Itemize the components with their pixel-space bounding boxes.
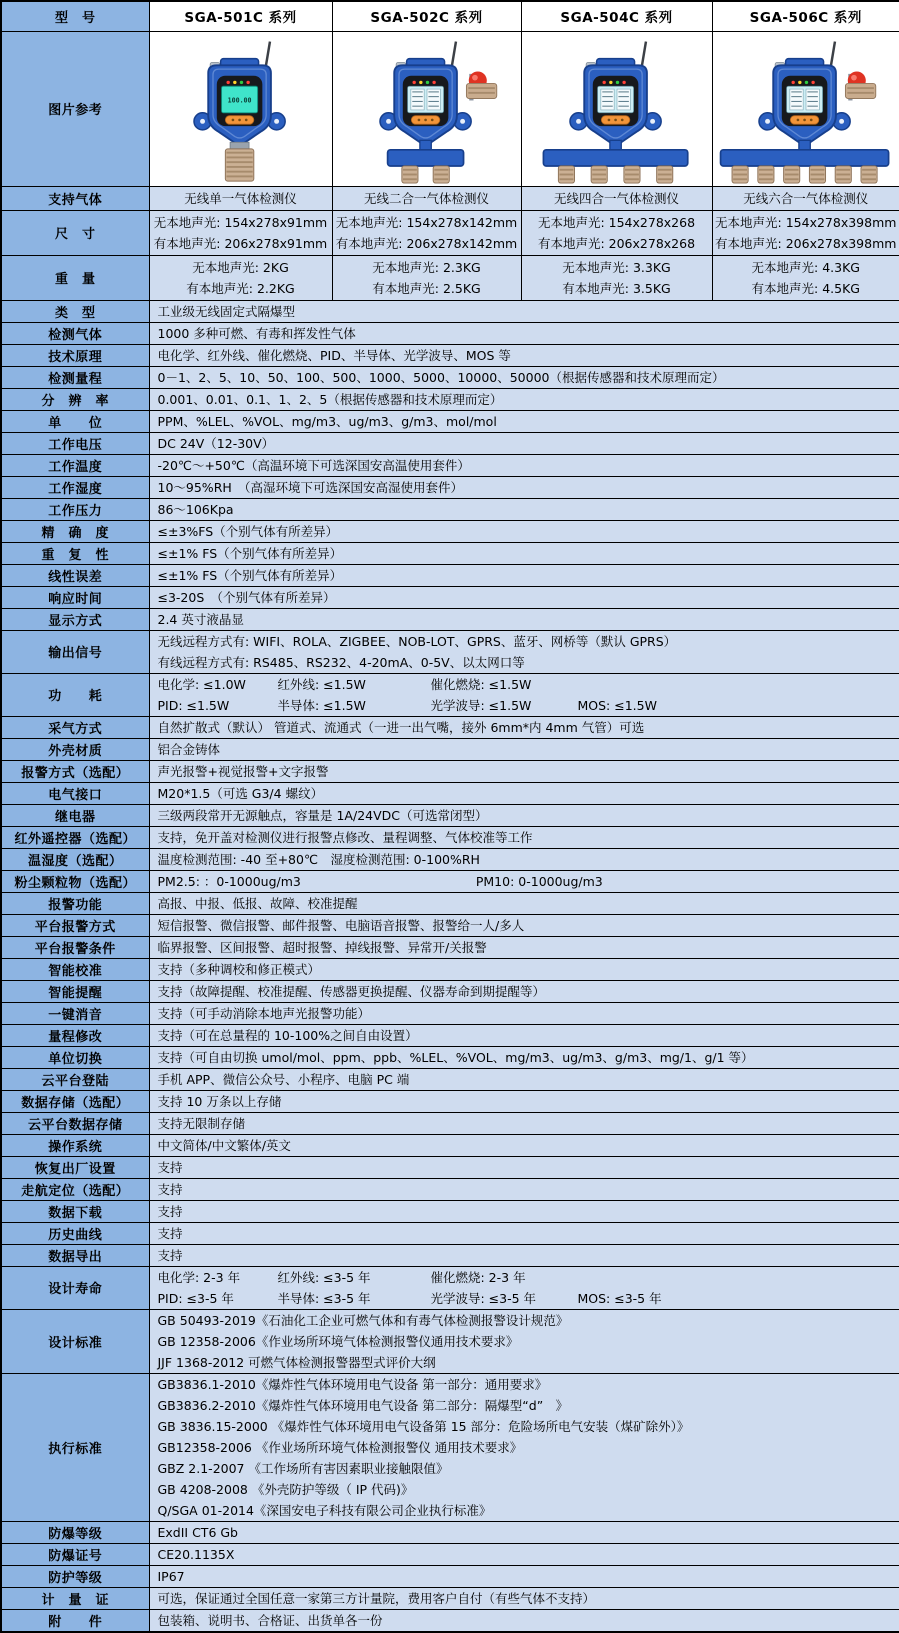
product-image-cell — [149, 31, 332, 186]
spec-value-cell — [149, 388, 899, 410]
row-label: 恢复出厂设置 — [1, 1156, 149, 1178]
spec-value-line: DC 24V（12-30V） — [157, 435, 275, 451]
spec-value-cell — [149, 630, 899, 673]
spec-value-line: GB12358-2006 《作业场所环境气体检测报警仪 通用技术要求》 — [157, 1439, 523, 1455]
spec-value-cell — [149, 1587, 899, 1609]
spec-value-cell — [149, 1244, 899, 1266]
row-label: 尺 寸 — [1, 210, 149, 255]
model-header: SGA-506C 系列 — [712, 1, 899, 31]
row-label: 数据下载 — [1, 1200, 149, 1222]
spec-value-line: 0.001、0.01、0.1、1、2、5（根据传感器和技术原理而定） — [157, 391, 503, 407]
spec-value: 有本地声光: 4.5KG — [751, 280, 860, 296]
spec-value-line: -20℃～+50℃（高温环境下可选深国安高温使用套件） — [157, 457, 470, 473]
spec-value-line: 包装箱、说明书、合格证、出货单各一份 — [157, 1612, 383, 1628]
row-label: 工作电压 — [1, 432, 149, 454]
row-label: 检测量程 — [1, 366, 149, 388]
spec-value-cell — [149, 914, 899, 936]
spec-value: 有本地声光: 206x278x91mm — [153, 235, 328, 251]
spec-value-cell — [332, 255, 521, 300]
model-header: SGA-504C 系列 — [521, 1, 712, 31]
row-label: 防护等级 — [1, 1565, 149, 1587]
spec-value-segment: 红外线: ≤3-5 年 — [277, 1269, 371, 1285]
spec-value-cell — [149, 673, 899, 716]
row-label: 重 复 性 — [1, 542, 149, 564]
spec-value-cell — [149, 520, 899, 542]
row-label: 红外遥控器（选配） — [1, 826, 149, 848]
spec-table-body — [1, 1, 899, 1632]
spec-value-cell — [149, 1373, 899, 1521]
spec-value-line: CE20.1135X — [157, 1546, 235, 1562]
row-label: 智能校准 — [1, 958, 149, 980]
spec-value-line: 可选，保证通过全国任意一家第三方计量院，费用客户自付（有些气体不支持） — [157, 1590, 596, 1606]
spec-value-line: 声光报警+视觉报警+文字报警 — [157, 763, 329, 779]
spec-value-line: 支持（可自由切换 umol/mol、ppm、ppb、%LEL、%VOL、mg/m3、ug/m3、g/m3、mg/1、g/1 等） — [157, 1049, 754, 1065]
spec-value-cell — [149, 870, 899, 892]
spec-value-line: JJF 1368-2012 可燃气体检测报警器型式评价大纲 — [157, 1354, 436, 1370]
spec-value: 有本地声光: 3.5KG — [562, 280, 671, 296]
spec-value-line: Q/SGA 01-2014《深国安电子科技有限公司企业执行标准》 — [157, 1502, 492, 1518]
spec-value-line: 1000 多种可燃、有毒和挥发性气体 — [157, 325, 356, 341]
product-image-cell — [332, 31, 521, 186]
row-label: 数据导出 — [1, 1244, 149, 1266]
spec-value-line: 支持（故障提醒、校准提醒、传感器更换提醒、仪器寿命到期提醒等） — [157, 983, 546, 999]
spec-value-cell — [149, 344, 899, 366]
spec-value-line: ≤±1% FS（个别气体有所差异） — [157, 545, 343, 561]
row-label: 外壳材质 — [1, 738, 149, 760]
spec-value-segment: 光学波导: ≤1.5W — [430, 697, 532, 713]
spec-value-line: 支持 — [157, 1247, 183, 1263]
product-image-SGA-506C — [716, 34, 896, 184]
row-label: 附 件 — [1, 1609, 149, 1632]
spec-value: 无本地声光: 154x278x398mm — [715, 214, 897, 230]
spec-value-cell — [712, 255, 899, 300]
spec-value-cell — [149, 608, 899, 630]
row-label: 操作系统 — [1, 1134, 149, 1156]
spec-value-cell — [149, 1222, 899, 1244]
spec-value-cell — [149, 366, 899, 388]
spec-value: 有本地声光: 206x278x142mm — [335, 235, 518, 251]
product-image-SGA-501C — [151, 34, 331, 184]
spec-value-line: 电化学、红外线、催化燃烧、PID、半导体、光学波导、MOS 等 — [157, 347, 511, 363]
row-label: 量程修改 — [1, 1024, 149, 1046]
spec-value-line: 工业级无线固定式隔爆型 — [157, 303, 296, 319]
spec-value-line: PPM、%LEL、%VOL、mg/m3、ug/m3、g/m3、mol/mol — [157, 413, 497, 429]
row-label: 工作压力 — [1, 498, 149, 520]
spec-value-line: GB3836.2-2010《爆炸性气体环境用电气设备 第二部分：隔爆型“d” 》 — [157, 1397, 569, 1413]
spec-value-line: IP67 — [157, 1568, 185, 1584]
spec-value: 无线单一气体检测仪 — [184, 190, 297, 206]
row-label: 历史曲线 — [1, 1222, 149, 1244]
row-label: 工作温度 — [1, 454, 149, 476]
spec-value-line — [158, 674, 892, 695]
row-label: 继电器 — [1, 804, 149, 826]
spec-value-cell — [149, 1521, 899, 1543]
row-label: 类 型 — [1, 300, 149, 322]
spec-value-line: 支持（可手动消除本地声光报警功能） — [157, 1005, 371, 1021]
spec-value-cell — [149, 1090, 899, 1112]
row-label: 重 量 — [1, 255, 149, 300]
spec-value-cell — [712, 210, 899, 255]
spec-value-line: 0－1、2、5、10、50、100、500、1000、5000、10000、50000（根据传感器和技术原理而定） — [157, 369, 725, 385]
spec-value-line: 10～95%RH （高湿环境下可选深国安高湿使用套件） — [157, 479, 464, 495]
spec-value-line: GBZ 2.1-2007 《工作场所有害因素职业接触限值》 — [157, 1460, 449, 1476]
spec-value-segment: 催化燃烧: 2-3 年 — [430, 1269, 526, 1285]
row-label: 执行标准 — [1, 1373, 149, 1521]
spec-value-line: 临界报警、区间报警、超时报警、掉线报警、异常开/关报警 — [157, 939, 487, 955]
row-label: 检测气体 — [1, 322, 149, 344]
spec-value-line: 高报、中报、低报、故障、校准提醒 — [157, 895, 358, 911]
spec-value-line: ≤±3%FS（个别气体有所差异） — [157, 523, 339, 539]
row-label: 支持气体 — [1, 186, 149, 210]
spec-value: 无线六合一气体检测仪 — [743, 190, 869, 206]
spec-value-line: 86～106Kpa — [157, 501, 234, 517]
spec-value-segment: 半导体: ≤1.5W — [277, 697, 366, 713]
spec-value-segment: MOS: ≤3-5 年 — [577, 1290, 662, 1306]
spec-value-segment: 电化学: ≤1.0W — [157, 676, 246, 692]
product-image-SGA-504C — [527, 34, 707, 184]
spec-value-cell — [149, 826, 899, 848]
spec-value-line: 支持（多种调校和修正模式） — [157, 961, 321, 977]
spec-value-cell — [149, 454, 899, 476]
row-label: 防爆等级 — [1, 1521, 149, 1543]
spec-value-cell — [149, 564, 899, 586]
row-label: 电气接口 — [1, 782, 149, 804]
spec-value-segment: 催化燃烧: ≤1.5W — [430, 676, 532, 692]
spec-value-segment: 电化学: 2-3 年 — [157, 1269, 241, 1285]
spec-value-segment: PID: ≤1.5W — [157, 697, 230, 713]
spec-value-cell — [149, 738, 899, 760]
row-label-model: 型 号 — [1, 1, 149, 31]
row-label: 云平台数据存储 — [1, 1112, 149, 1134]
spec-value-cell — [149, 498, 899, 520]
spec-value-cell — [149, 476, 899, 498]
spec-value-cell — [149, 1543, 899, 1565]
spec-value-cell — [149, 542, 899, 564]
spec-value: 有本地声光: 206x278x268 — [537, 235, 696, 251]
spec-value-segment: 半导体: ≤3-5 年 — [277, 1290, 371, 1306]
spec-value-cell — [149, 1266, 899, 1309]
spec-value: 无本地声光: 4.3KG — [751, 259, 860, 275]
spec-value-cell — [149, 586, 899, 608]
spec-value-segment: MOS: ≤1.5W — [577, 697, 657, 713]
spec-value-cell — [149, 1046, 899, 1068]
spec-value-line: 支持 — [157, 1203, 183, 1219]
spec-value-cell — [149, 410, 899, 432]
spec-value-cell — [149, 432, 899, 454]
spec-value-cell — [712, 186, 899, 210]
spec-value-line: GB 12358-2006《作业场所环境气体检测报警仪通用技术要求》 — [157, 1333, 519, 1349]
row-label: 粉尘颗粒物（选配） — [1, 870, 149, 892]
model-header: SGA-502C 系列 — [332, 1, 521, 31]
spec-value-line: 支持，免开盖对检测仪进行报警点修改、量程调整、气体校准等工作 — [157, 829, 533, 845]
row-label: 响应时间 — [1, 586, 149, 608]
row-label: 单 位 — [1, 410, 149, 432]
row-label: 线性误差 — [1, 564, 149, 586]
row-label: 计 量 证 — [1, 1587, 149, 1609]
row-label: 精 确 度 — [1, 520, 149, 542]
spec-value-cell — [149, 782, 899, 804]
spec-value-line: 有线远程方式有: RS485、RS232、4-20mA、0-5V、以太网口等 — [157, 654, 525, 670]
row-label-image: 图片参考 — [1, 31, 149, 186]
spec-value-cell — [149, 1156, 899, 1178]
spec-value-cell — [149, 1609, 899, 1632]
spec-value-line: 支持（可在总量程的 10-100%之间自由设置） — [157, 1027, 418, 1043]
spec-value-line: ≤3-20S （个别气体有所差异） — [157, 589, 336, 605]
row-label: 走航定位（选配） — [1, 1178, 149, 1200]
spec-value-cell — [521, 255, 712, 300]
spec-value: 有本地声光: 2.2KG — [186, 280, 295, 296]
row-label: 功 耗 — [1, 673, 149, 716]
spec-value-cell — [149, 760, 899, 782]
alarm-beacon-icon — [845, 71, 875, 100]
spec-value: 无线四合一气体检测仪 — [553, 190, 679, 206]
row-label: 平台报警条件 — [1, 936, 149, 958]
spec-value-cell — [149, 804, 899, 826]
spec-value-cell — [149, 980, 899, 1002]
spec-value-cell — [149, 1200, 899, 1222]
spec-value-line: 中文简体/中文繁体/英文 — [157, 1137, 291, 1153]
row-label: 数据存储（选配） — [1, 1090, 149, 1112]
product-image-cell — [521, 31, 712, 186]
spec-value-cell — [149, 1134, 899, 1156]
spec-value-cell — [149, 300, 899, 322]
spec-value: 无本地声光: 2KG — [192, 259, 289, 275]
row-label: 设计寿命 — [1, 1266, 149, 1309]
spec-value-line: 支持无限制存储 — [157, 1115, 246, 1131]
spec-value-line: 短信报警、微信报警、邮件报警、电脑语音报警、报警给一人/多人 — [157, 917, 525, 933]
spec-value-segment: PID: ≤3-5 年 — [157, 1290, 234, 1306]
spec-value-line: GB 50493-2019《石油化工企业可燃气体和有毒气体检测报警设计规范》 — [157, 1312, 569, 1328]
spec-value-cell — [149, 186, 332, 210]
spec-value-cell — [149, 255, 332, 300]
row-label: 工作湿度 — [1, 476, 149, 498]
spec-value-segment: 红外线: ≤1.5W — [277, 676, 366, 692]
row-label: 云平台登陆 — [1, 1068, 149, 1090]
spec-value-cell — [149, 958, 899, 980]
spec-value-line: GB 4208-2008 《外壳防护等级（ IP 代码)》 — [157, 1481, 414, 1497]
row-label: 输出信号 — [1, 630, 149, 673]
spec-value-line: 手机 APP、微信公众号、小程序、电脑 PC 端 — [157, 1071, 410, 1087]
spec-value-line: ExdII CT6 Gb — [157, 1524, 238, 1540]
spec-value-line: 自然扩散式（默认） 管道式、流通式（一进一出气嘴，接外 6mm*内 4mm 气管）可选 — [157, 719, 645, 735]
spec-value-line: 铝合金铸体 — [157, 741, 221, 757]
svg-text:100.00: 100.00 — [227, 95, 252, 104]
spec-value-line: M20*1.5（可选 G3/4 螺纹） — [157, 785, 324, 801]
row-label: 采气方式 — [1, 716, 149, 738]
spec-value-line: 2.4 英寸液晶显 — [157, 611, 244, 627]
row-label: 防爆证号 — [1, 1543, 149, 1565]
spec-value: 有本地声光: 2.5KG — [372, 280, 481, 296]
spec-value-cell — [149, 892, 899, 914]
spec-value-line — [158, 695, 892, 716]
spec-value-cell — [521, 186, 712, 210]
spec-value-line: 支持 — [157, 1159, 183, 1175]
spec-value: 无本地声光: 2.3KG — [372, 259, 481, 275]
spec-value-line: GB3836.1-2010《爆炸性气体环境用电气设备 第一部分：通用要求》 — [157, 1376, 548, 1392]
row-label: 技术原理 — [1, 344, 149, 366]
spec-value: 无本地声光: 3.3KG — [562, 259, 671, 275]
spec-value-cell — [149, 322, 899, 344]
spec-value: 有本地声光: 206x278x398mm — [715, 235, 897, 251]
spec-value-cell — [149, 936, 899, 958]
model-header: SGA-501C 系列 — [149, 1, 332, 31]
spec-value-line: 支持 — [157, 1225, 183, 1241]
spec-value-cell — [332, 210, 521, 255]
spec-value-cell — [149, 716, 899, 738]
row-label: 报警功能 — [1, 892, 149, 914]
spec-value-segment: 光学波导: ≤3-5 年 — [430, 1290, 537, 1306]
spec-value: 无本地声光: 154x278x91mm — [153, 214, 328, 230]
spec-value-line: 三级两段常开无源触点，容量是 1A/24VDC（可选常闭型） — [157, 807, 488, 823]
row-label: 显示方式 — [1, 608, 149, 630]
spec-value-cell — [149, 1565, 899, 1587]
spec-value-line — [158, 1267, 892, 1288]
spec-value-line: 温度检测范围: -40 至+80℃ 湿度检测范围: 0-100%RH — [157, 851, 480, 867]
spec-value-cell — [332, 186, 521, 210]
product-image-cell — [712, 31, 899, 186]
spec-value-line: ≤±1% FS（个别气体有所差异） — [157, 567, 343, 583]
row-label: 分 辨 率 — [1, 388, 149, 410]
spec-value-cell — [149, 1309, 899, 1373]
spec-value-line: 支持 10 万条以上存储 — [157, 1093, 282, 1109]
spec-value-cell — [149, 1112, 899, 1134]
row-label: 报警方式（选配） — [1, 760, 149, 782]
spec-value-line: 支持 — [157, 1181, 183, 1197]
spec-value-line — [158, 1288, 892, 1309]
row-label: 单位切换 — [1, 1046, 149, 1068]
spec-value: 无本地声光: 154x278x142mm — [335, 214, 518, 230]
spec-value-cell — [149, 210, 332, 255]
spec-value-line: 无线远程方式有: WIFI、ROLA、ZIGBEE、NOB-LOT、GPRS、蓝牙、网桥等（默认 GPRS） — [157, 633, 677, 649]
spec-value: 无本地声光: 154x278x268 — [537, 214, 696, 230]
spec-value-cell — [149, 1178, 899, 1200]
row-label: 平台报警方式 — [1, 914, 149, 936]
alarm-beacon-icon — [466, 71, 496, 100]
spec-value-cell — [521, 210, 712, 255]
spec-value-cell — [149, 848, 899, 870]
product-image-SGA-502C — [337, 34, 517, 184]
spec-value-line: PM2.5: ：0-1000ug/m3 PM10: 0-1000ug/m3 — [157, 873, 603, 889]
spec-value-cell — [149, 1068, 899, 1090]
spec-value-line: GB 3836.15-2000 《爆炸性气体环境用电气设备第 15 部分：危险场所电气安装（煤矿除外）》 — [157, 1418, 690, 1434]
row-label: 温湿度（选配） — [1, 848, 149, 870]
row-label: 设计标准 — [1, 1309, 149, 1373]
spec-value-cell — [149, 1024, 899, 1046]
row-label: 智能提醒 — [1, 980, 149, 1002]
spec-value-cell — [149, 1002, 899, 1024]
row-label: 一键消音 — [1, 1002, 149, 1024]
spec-value: 无线二合一气体检测仪 — [363, 190, 489, 206]
